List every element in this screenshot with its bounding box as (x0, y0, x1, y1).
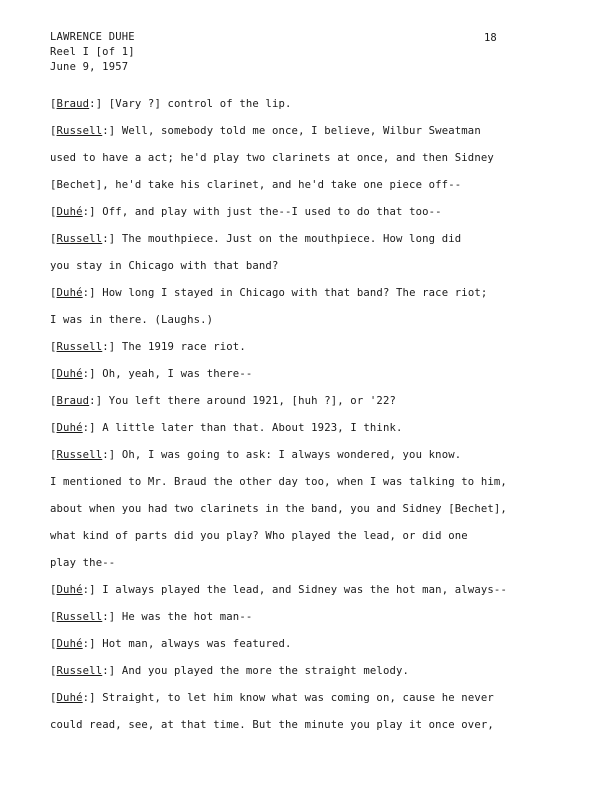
speaker-bracket: [ (50, 692, 57, 704)
speaker-label: Russell (56, 341, 103, 353)
transcript-line (50, 637, 590, 664)
speaker-bracket: :] (82, 422, 103, 434)
line-text: The 1919 race riot. (121, 341, 246, 353)
line-text: The mouthpiece. Just on the mouthpiece. How long did (121, 233, 462, 245)
line-text: you stay in Chicago with that band? (50, 260, 279, 272)
speaker-bracket: [ (50, 341, 57, 353)
transcript-line (50, 313, 590, 340)
transcript-line (50, 502, 590, 529)
speaker-bracket: :] (82, 287, 103, 299)
speaker-bracket: [ (50, 638, 57, 650)
speaker-bracket: :] (82, 584, 103, 596)
line-text: Well, somebody told me once, I believe, Wilbur Sweatman (121, 125, 481, 137)
transcript-line (50, 124, 590, 151)
speaker-bracket: :] (89, 98, 109, 110)
line-text: You left there around 1921, [huh ?], or '22? (108, 395, 396, 407)
speaker-bracket: :] (102, 449, 122, 461)
speaker-bracket: [ (50, 233, 57, 245)
line-text: Hot man, always was featured. (102, 638, 292, 650)
speaker-label: Russell (56, 611, 103, 623)
line-text: could read, see, at that time. But the minute you play it once over, (50, 719, 494, 731)
speaker-bracket: :] (82, 368, 103, 380)
line-text: about when you had two clarinets in the band, you and Sidney [Bechet], (50, 503, 507, 515)
speaker-label: Russell (56, 665, 103, 677)
page-number: 18 (484, 32, 497, 44)
transcript-line (50, 178, 590, 205)
transcript-body (50, 97, 590, 745)
speaker-bracket: [ (50, 665, 57, 677)
interview-date: June 9, 1957 (50, 61, 129, 73)
speaker-bracket: :] (102, 611, 122, 623)
line-text: I was in there. (Laughs.) (50, 314, 214, 326)
transcript-line (50, 448, 590, 475)
transcript-line (50, 340, 590, 367)
speaker-label: Duhé (56, 584, 83, 596)
line-text: A little later than that. About 1923, I think. (102, 422, 403, 434)
transcript-line (50, 664, 590, 691)
speaker-label: Duhé (56, 638, 83, 650)
speaker-bracket: [ (50, 368, 57, 380)
transcript-line (50, 205, 590, 232)
transcript-line (50, 529, 590, 556)
line-text: Oh, I was going to ask: I always wondered, you know. (121, 449, 462, 461)
transcript-line (50, 232, 590, 259)
transcript-line (50, 367, 590, 394)
speaker-label: Duhé (56, 287, 83, 299)
transcript-line (50, 286, 590, 313)
speaker-bracket: [ (50, 449, 57, 461)
speaker-bracket: :] (82, 692, 103, 704)
transcript-line (50, 475, 590, 502)
line-text: Straight, to let him know what was coming on, cause he never (102, 692, 494, 704)
speaker-bracket: :] (102, 341, 122, 353)
speaker-bracket: :] (89, 395, 109, 407)
line-text: Oh, yeah, I was there-- (102, 368, 253, 380)
transcript-line (50, 610, 590, 637)
transcript-line (50, 421, 590, 448)
line-text: used to have a act; he'd play two clarinets at once, and then Sidney (50, 152, 494, 164)
speaker-bracket: :] (82, 638, 103, 650)
transcript-line (50, 718, 590, 745)
line-text: And you played the more the straight melody. (121, 665, 410, 677)
reel-info: Reel I [of 1] (50, 46, 135, 58)
speaker-bracket: :] (102, 125, 122, 137)
line-text: [Bechet], he'd take his clarinet, and he'd take one piece off-- (50, 179, 462, 191)
speaker-label: Russell (56, 449, 103, 461)
line-text: He was the hot man-- (121, 611, 253, 623)
speaker-bracket: [ (50, 98, 57, 110)
transcript-line (50, 556, 590, 583)
line-text: what kind of parts did you play? Who played the lead, or did one (50, 530, 468, 542)
speaker-label: Duhé (56, 692, 83, 704)
transcript-line (50, 583, 590, 610)
transcript-line (50, 151, 590, 178)
speaker-bracket: [ (50, 584, 57, 596)
speaker-label: Russell (56, 233, 103, 245)
speaker-bracket: [ (50, 206, 57, 218)
speaker-label: Braud (56, 98, 90, 110)
speaker-label: Braud (56, 395, 90, 407)
speaker-label: Duhé (56, 422, 83, 434)
line-text: How long I stayed in Chicago with that band? The race riot; (102, 287, 488, 299)
speaker-bracket: [ (50, 422, 57, 434)
transcript-line (50, 259, 590, 286)
speaker-bracket: [ (50, 395, 57, 407)
speaker-bracket: :] (102, 665, 122, 677)
interviewee-name: LAWRENCE DUHE (50, 31, 135, 43)
speaker-label: Russell (56, 125, 103, 137)
speaker-bracket: [ (50, 287, 57, 299)
line-text: [Vary ?] control of the lip. (108, 98, 292, 110)
document-header (50, 30, 135, 75)
line-text: I always played the lead, and Sidney was the hot man, always-- (102, 584, 507, 596)
speaker-bracket: [ (50, 611, 57, 623)
line-text: I mentioned to Mr. Braud the other day too, when I was talking to him, (50, 476, 507, 488)
transcript-line (50, 97, 590, 124)
speaker-label: Duhé (56, 368, 83, 380)
line-text: play the-- (50, 557, 116, 569)
speaker-label: Duhé (56, 206, 83, 218)
speaker-bracket: [ (50, 125, 57, 137)
transcript-line (50, 691, 590, 718)
transcript-line (50, 394, 590, 421)
speaker-bracket: :] (82, 206, 103, 218)
line-text: Off, and play with just the--I used to do that too-- (102, 206, 442, 218)
speaker-bracket: :] (102, 233, 122, 245)
